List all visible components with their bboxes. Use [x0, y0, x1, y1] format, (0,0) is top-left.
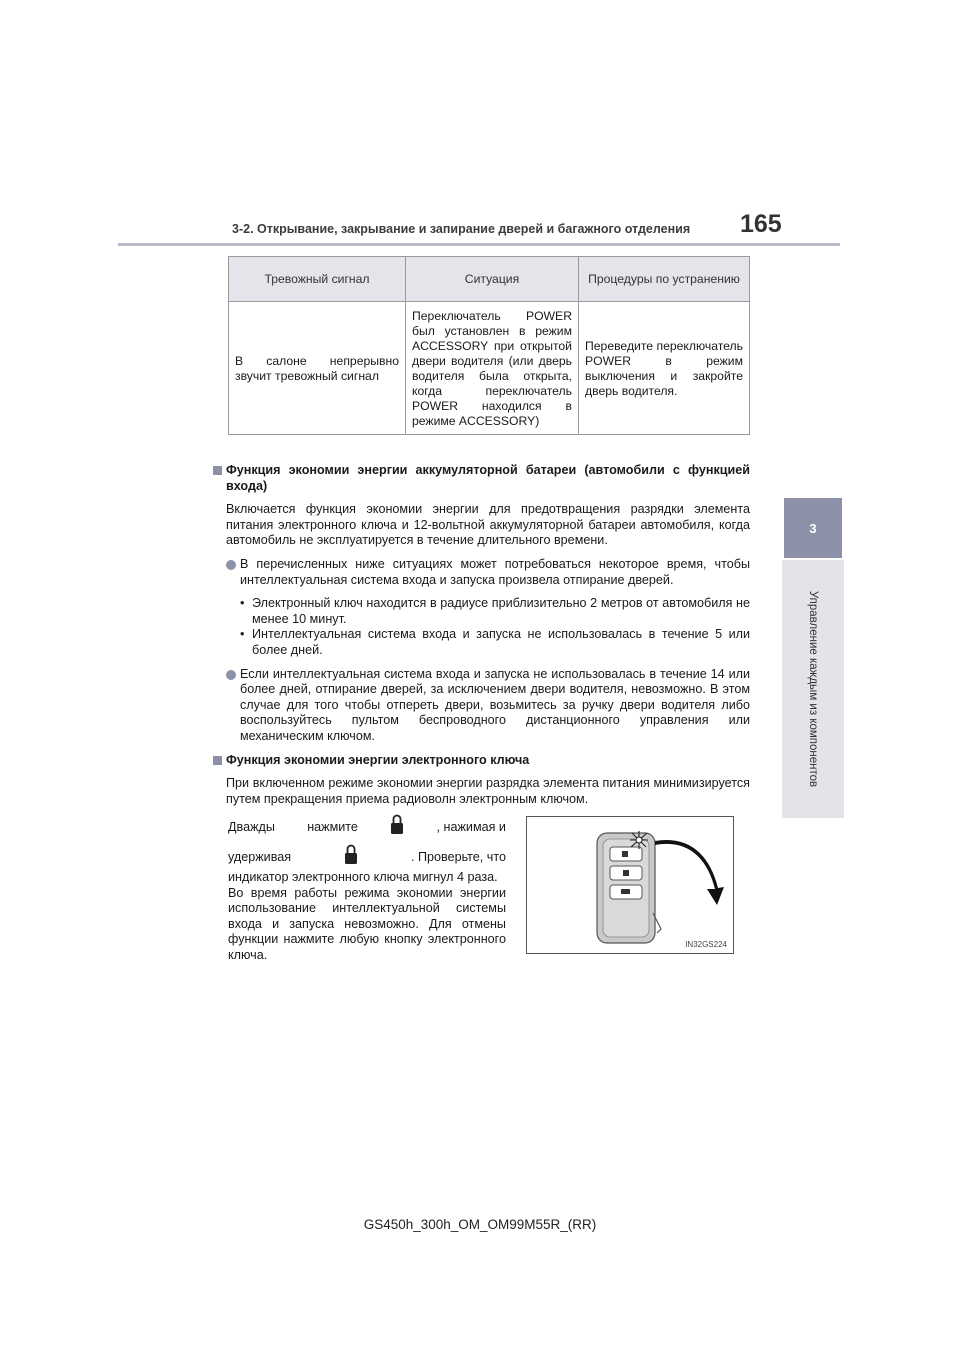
- procedure-rest: индикатор электронного ключа мигнул 4 раза.: [228, 870, 498, 884]
- table-header-cell: Процедуры по устранению: [579, 257, 750, 302]
- table-header-cell: Ситуация: [406, 257, 579, 302]
- square-bullet-icon: [213, 466, 222, 475]
- table-cell-situation: Переключатель POWER был установлен в режим ACCESSORY при открытой двери водителя (или дверь водителя была открыта, когда переключатель POWER находился в режиме ACCESSORY): [406, 302, 579, 435]
- table-header-cell: Тревожный сигнал: [229, 257, 406, 302]
- procedure-word: , нажимая и: [436, 820, 506, 835]
- table-header-row: [229, 257, 750, 302]
- section-heading: [212, 463, 750, 494]
- footer-doc-code: GS450h_300h_OM_OM99M55R_(RR): [363, 1217, 597, 1232]
- circle-bullet-icon: [226, 670, 236, 680]
- key-fob-figure: [526, 816, 734, 954]
- procedure-word: . Проверьте, что: [410, 850, 506, 865]
- section-heading: [212, 753, 750, 769]
- section-title: 3-2. Открывание, закрывание и запирание дверей и багажного отделения: [232, 222, 691, 236]
- alarm-table: [228, 256, 750, 435]
- paragraph: Включается функция экономии энергии для предотвращения разрядки элемента питания электронного ключа и 12-вольтной аккумуляторной батареи автомобиля, когда автомобиль не эксплуатируется в течение длительного времени.: [226, 502, 750, 548]
- procedure-word: удерживая: [228, 850, 292, 865]
- bullet-text: Если интеллектуальная система входа и запуска не использовалась в течение 14 или более дней, отпирание дверей, за исключением двери водителя, невозможно. В этом случае для того чтобы отпереть двери, возьмитесь за ручку двери водителя либо воспользуйтесь пультом беспроводного дистанционного управления или механическим ключом.: [240, 666, 750, 743]
- page-number: 165: [740, 210, 782, 238]
- bullet-item: [212, 557, 750, 588]
- procedure-note: Во время работы режима экономии энергии использование интеллектуальной системы входа и запуска невозможно. Для отмены функции нажмите любую кнопку электронного ключа.: [228, 885, 506, 962]
- section-heading-text: Функция экономии энергии аккумуляторной батареи (автомобили с функцией входа): [226, 463, 750, 493]
- section-heading-text: Функция экономии энергии электронного ключа: [226, 752, 530, 767]
- lock-icon: [344, 842, 358, 866]
- bullet-item: [212, 667, 750, 745]
- square-bullet-icon: [213, 756, 222, 765]
- paragraph: При включенном режиме экономии энергии разрядка элемента питания минимизируется путем прекращения приема радиоволн электронным ключом.: [226, 776, 750, 806]
- procedure-line: [228, 818, 506, 836]
- sub-bullet-marker: •: [240, 627, 245, 642]
- circle-bullet-icon: [226, 560, 236, 570]
- header-divider: [118, 243, 840, 246]
- figure-id: IN32GS224: [685, 940, 727, 949]
- sub-list-text: Интеллектуальная система входа и запуска не использовалась в течение 5 или более дней.: [252, 627, 750, 657]
- chapter-title: Управление каждым из компонентов: [807, 590, 819, 788]
- key-fob-illustration: [527, 817, 733, 953]
- chapter-tab: 3: [784, 498, 842, 558]
- sub-list-item: [212, 627, 750, 658]
- sub-list: [212, 596, 750, 658]
- procedure-word: нажмите: [307, 820, 358, 835]
- procedure-line: [228, 848, 506, 866]
- main-content: [212, 463, 750, 815]
- bullet-text: В перечисленных ниже ситуациях может потребоваться некоторое время, чтобы интеллектуальная система входа и запуска произвела отпирание дверей.: [240, 556, 750, 587]
- sub-bullet-marker: •: [240, 596, 245, 611]
- table-cell-alarm: В салоне непрерывно звучит тревожный сигнал: [229, 302, 406, 435]
- procedure-word: Дважды: [228, 820, 275, 835]
- table-row: [229, 302, 750, 435]
- table-cell-procedure: Переведите переключатель POWER в режим выключения и закройте дверь водителя.: [579, 302, 750, 435]
- sub-list-text: Электронный ключ находится в радиусе приблизительно 2 метров от автомобиля не менее 10 минут.: [252, 596, 750, 626]
- procedure-text: [228, 818, 506, 964]
- sub-list-item: [212, 596, 750, 627]
- lock-icon: [390, 812, 404, 836]
